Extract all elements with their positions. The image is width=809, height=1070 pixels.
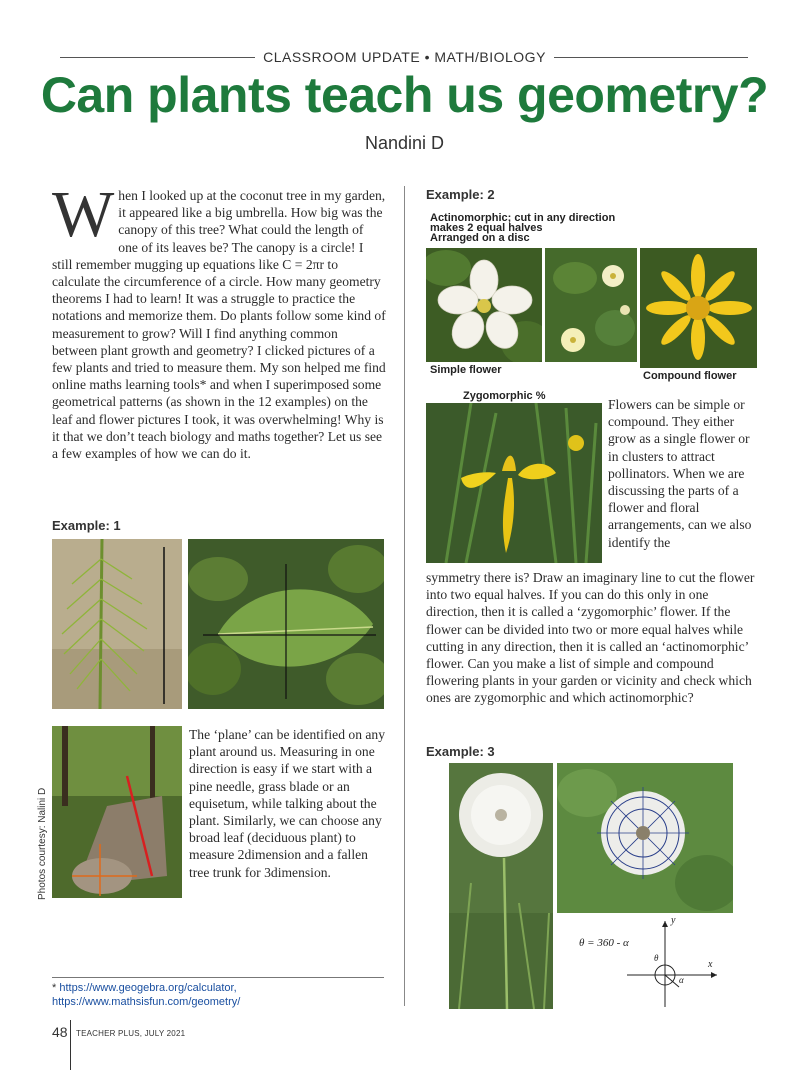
footnote-link-mathsisfun[interactable]: https://www.mathsisfun.com/geometry/ xyxy=(52,996,241,1008)
page-number-divider xyxy=(70,1020,71,1070)
zygomorphic-caption: Zygomorphic % xyxy=(463,390,546,402)
broad-leaf-photo xyxy=(188,539,384,709)
column-divider xyxy=(404,186,405,1006)
footnote-rule xyxy=(52,977,384,978)
actinomorphic-caption-1: Actinomorphic; cut in any direction xyxy=(430,212,616,224)
symmetry-paragraph: symmetry there is? Draw an imaginary line to cut the flower into two equal halves. If you can do this only in one direction, then it is called a ‘zygomorphic’ flower. If the flower can be divided into two or more equal halves while cutting in any direction, then it is called an ‘actinomorphic’ flower. Can you make a list of simple and compound flowering plants in your garden or vicinity and check which ones are zygomorphic and which actinomorphic? xyxy=(426,570,755,706)
actinomorphic-caption-2: makes 2 equal halves xyxy=(430,222,543,234)
actinomorphic-caption-3: Arranged on a disc xyxy=(430,232,530,244)
example-1-text: The ‘plane’ can be identified on any plant around us. Measuring in one direction is easy if we start with a pine needle, grass blade or an equisetum, while talking about the plant. Similarly, we can choose any broad leaf (deciduous plant) to measure 2dimension and a fallen tree trunk for 3dimension. xyxy=(189,727,386,880)
axis-y-label: y xyxy=(671,915,676,926)
footnote-link-geogebra[interactable]: https://www.geogebra.org/calculator, xyxy=(59,982,237,994)
footnote-star: * xyxy=(52,982,57,994)
intro-text: hen I looked up at the coconut tree in my garden, it appeared like a big umbrella. How big was the canopy of this tree? What could the length of one of its leaves be? The canopy is a circle! I still remember mugging up equations like C = 2πr to calculate the circumference of a circle. How many geometry theorems I had to learn! It was a struggle to practice the notations and memorize them. Do plants follow some kind of measurement to grow? Will I find anything common between plant growth and geometry? I clicked pictures of a few plants and tried to measure them. My son helped me find online maths learning tools* and when I superimposed some geometrical patterns (as shown in the 12 examples) on the leaf and flower pictures I took, it was overwhelming! Why is it that we don’t teach biology and maths together? Let us see a few examples of how we can do it. xyxy=(52,188,386,462)
issue-label: TEACHER PLUS, JULY 2021 xyxy=(76,1029,186,1038)
yellow-compound-flower-photo xyxy=(640,248,757,368)
flowers-paragraph: Flowers can be simple or compound. They either grow as a single flower or in clusters to attract pollinators. When we are discussing the parts of a flower and floral arrangements, can we also identify the xyxy=(608,397,752,550)
drop-cap: W xyxy=(52,178,115,251)
iris-flower-photo xyxy=(426,403,602,563)
alpha-label: α xyxy=(679,975,684,985)
footnote xyxy=(52,981,392,1009)
equisetum-photo xyxy=(52,539,182,709)
photo-credit: Photos courtesy: Nalini D xyxy=(37,787,48,900)
article-title: Can plants teach us geometry? xyxy=(40,67,769,123)
article-author: Nandini D xyxy=(364,133,445,153)
polar-diagram xyxy=(557,913,733,1009)
example-2-label: Example: 2 xyxy=(426,187,495,202)
polar-formula: θ = 360 - α xyxy=(579,937,629,949)
axis-x-label: x xyxy=(708,959,713,970)
simple-flower-caption: Simple flower xyxy=(430,364,502,376)
fallen-trunk-photo xyxy=(52,726,182,898)
dandelion-photo xyxy=(449,763,553,1009)
section-label: CLASSROOM UPDATE • MATH/BIOLOGY xyxy=(0,49,809,65)
page-number: 48 xyxy=(52,1024,68,1040)
theta-label: θ xyxy=(654,953,659,963)
cluster-flower-photo xyxy=(545,248,637,362)
example-3-label: Example: 3 xyxy=(426,744,495,759)
dandelion-geometry-photo xyxy=(557,763,733,913)
intro-paragraph xyxy=(52,178,386,462)
example-1-label: Example: 1 xyxy=(52,518,121,533)
white-flower-photo xyxy=(426,248,542,362)
compound-flower-caption: Compound flower xyxy=(643,370,737,382)
